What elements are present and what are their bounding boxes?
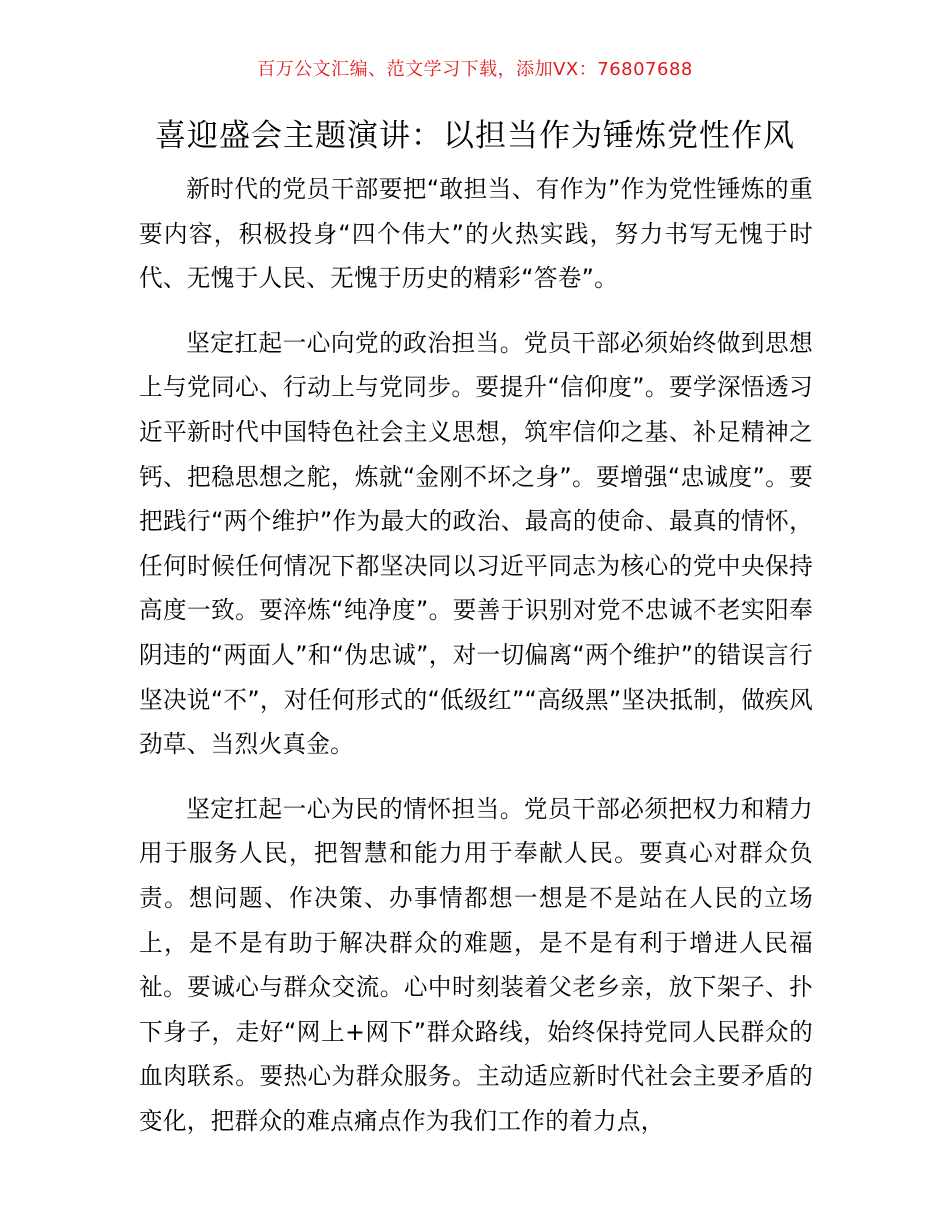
paragraph-intro: 新时代的党员干部要把“敢担当、有作为”作为党性锤炼的重要内容，积极投身“四个伟大”的火热实践，努力书写无愧于时代、无愧于人民、无愧于历史的精彩“答卷”。	[139, 175, 813, 293]
header-watermark-note: 百万公文汇编、范文学习下载，添加VX：76807688	[257, 59, 693, 80]
document-title: 喜迎盛会主题演讲：以担当作为锤炼党性作风	[155, 118, 795, 154]
paragraph-people-responsibility: 坚定扛起一心为民的情怀担当。党员干部必须把权力和精力用于服务人民，把智慧和能力用于奉献人民。要真心对群众负责。想问题、作决策、办事情都想一想是不是站在人民的立场上，是不是有助于解决群众的难题，是不是有利于增进人民福祉。要诚心与群众交流。心中时刻装着父老乡亲，放下架子、扑下身子，走好“网上+网下”群众路线，始终保持党同人民群众的血肉联系。要热心为群众服务。主动适应新时代社会主要矛盾的变化，把群众的难点痛点作为我们工作的着力点，	[139, 794, 813, 1135]
paragraph-political-responsibility: 坚定扛起一心向党的政治担当。党员干部必须始终做到思想上与党同心、行动上与党同步。要提升“信仰度”。要学深悟透习近平新时代中国特色社会主义思想，筑牢信仰之基、补足精神之钙、把稳思想之舵，炼就“金刚不坏之身”。要增强“忠诚度”。要把践行“两个维护”作为最大的政治、最高的使命、最真的情怀，任何时候任何情况下都坚决同以习近平同志为核心的党中央保持高度一致。要淬炼“纯净度”。要善于识别对党不忠诚不老实阳奉阴违的“两面人”和“伪忠诚”，对一切偏离“两个维护”的错误言行坚决说“不”，对任何形式的“低级红”“高级黑”坚决抵制，做疾风劲草、当烈火真金。	[139, 328, 813, 759]
document-body	[139, 167, 813, 1163]
